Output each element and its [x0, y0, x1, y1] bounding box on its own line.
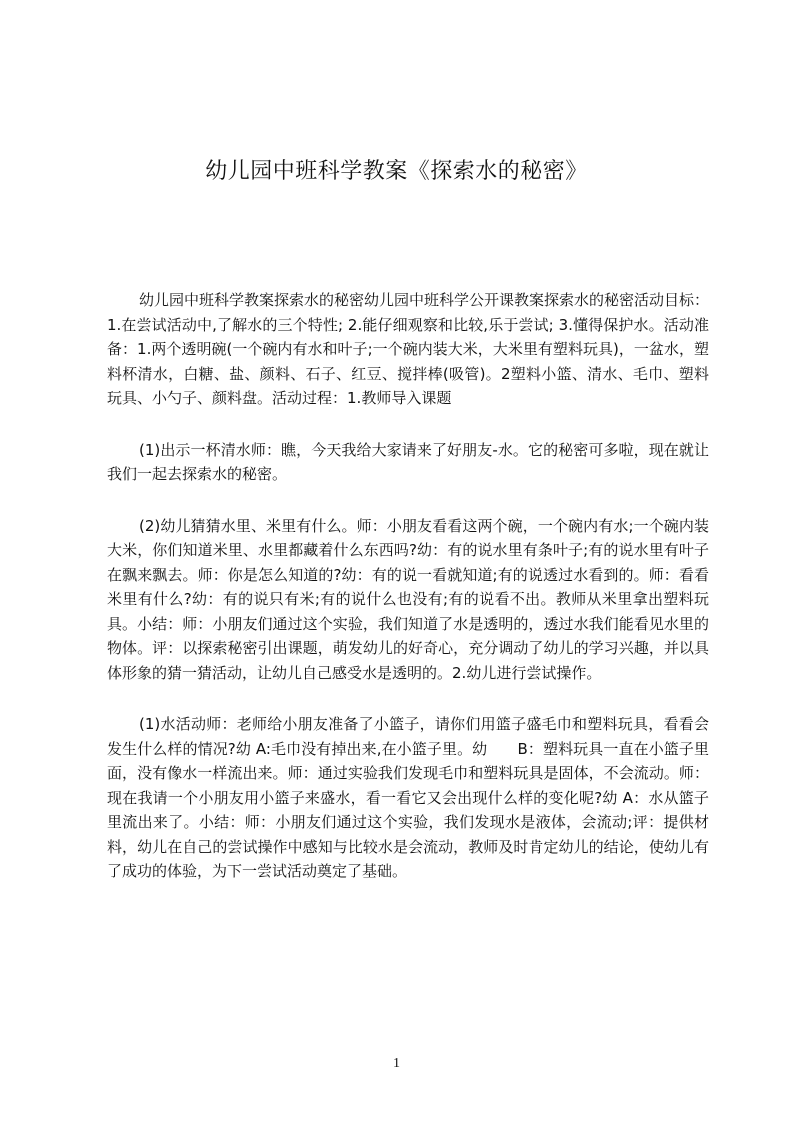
paragraph-introduce-water: (1)出示一杯清水师：瞧，今天我给大家请来了好朋友-水。它的秘密可多啦，现在就让我们一起去探索水的秘密。	[107, 440, 709, 483]
paragraph-activity-overview: 幼儿园中班科学教案探索水的秘密幼儿园中班科学公开课教案探索水的秘密活动目标：1.在尝试活动中,了解水的三个特性; 2.能仔细观察和比较,乐于尝试; 3.懂得保护水。活动准备：1.两个透明碗(一个碗内有水和叶子;一个碗内装大米，大米里有塑料玩具)，一盆水，塑料杯清水，白糖、盐、颜料、石子、红豆、搅拌棒(吸管)。2塑料小篮、清水、毛巾、塑料玩具、小勺子、颜料盘。活动过程：1.教师导入课题	[107, 291, 710, 407]
document-title: 幼儿园中班科学教案《探索水的秘密》	[205, 158, 588, 184]
document-body	[107, 288, 709, 911]
paragraph-guess-water-and-rice: (2)幼儿猜猜水里、米里有什么。师：小朋友看看这两个碗，一个碗内有水;一个碗内装大米，你们知道米里、水里都藏着什么东西吗?幼：有的说水里有条叶子;有的说水里有叶子在飘来飘去。师：你是怎么知道的?幼：有的说一看就知道;有的说透过水看到的。师：看看米里有什么?幼：有的说只有米;有的说什么也没有;有的说看不出。教师从米里拿出塑料玩具。小结：师：小朋友们通过这个实验，我们知道了水是透明的，透过水我们能看见水里的物体。评：以探索秘密引出课题，萌发幼儿的好奇心，充分调动了幼儿的学习兴趣，并以具体形象的猜一猜活动，让幼儿自己感受水是透明的。2.幼儿进行尝试操作。	[107, 516, 709, 682]
page-number: 1	[393, 1056, 400, 1071]
paragraph-water-activity: (1)水活动师：老师给小朋友准备了小篮子，请你们用篮子盛毛巾和塑料玩具，看看会发生什么样的情况?幼 A:毛巾没有掉出来,在小篮子里。幼 B：塑料玩具一直在小篮子里面，没有像水一样流出来。师：通过实验我们发现毛巾和塑料玩具是固体，不会流动。师：现在我请一个小朋友用小篮子来盛水，看一看它又会出现什么样的变化呢?幼 A：水从篮子里流出来了。小结：师：小朋友们通过这个实验，我们发现水是液体，会流动;评：提供材料，幼儿在自己的尝试操作中感知与比较水是会流动，教师及时肯定幼儿的结论，使幼儿有了成功的体验，为下一尝试活动奠定了基础。	[107, 715, 709, 880]
